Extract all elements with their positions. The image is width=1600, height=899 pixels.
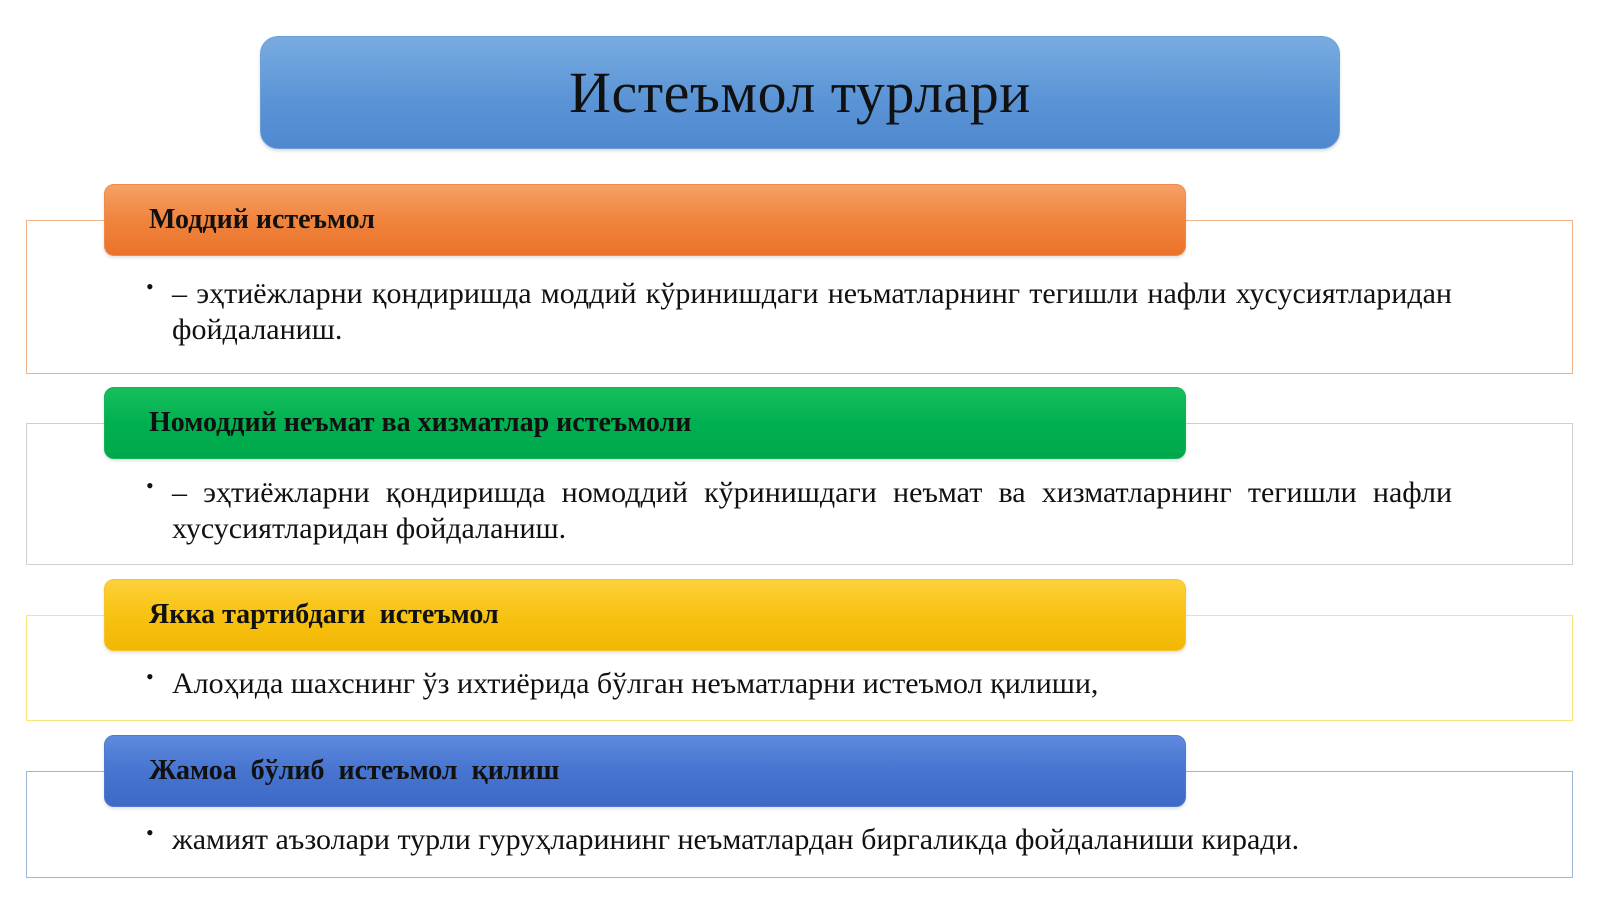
section-header-collective [104, 735, 1186, 807]
bullet-icon: • [146, 664, 154, 689]
section-heading: Моддий истеъмол [149, 204, 375, 235]
bullet-icon: • [146, 820, 154, 845]
section-heading: Жамоа бўлиб истеъмол қилиш [149, 755, 560, 786]
section-header-material [104, 184, 1186, 256]
section-header-nonmaterial [104, 387, 1186, 459]
section-description: – эҳтиёжларни қондиришда моддий кўринишдаги неъматларнинг тегишли нафли хусусиятларидан фойдаланиш. [172, 277, 1452, 346]
bullet-icon: • [146, 473, 154, 498]
section-bullet-collective [146, 822, 1452, 858]
title-banner [260, 36, 1340, 149]
section-bullet-nonmaterial [146, 475, 1452, 547]
slide-title: Истеъмол турлари [569, 60, 1031, 125]
bullet-icon: • [146, 274, 154, 299]
section-description: – эҳтиёжларни қондиришда номоддий кўринишдаги неъмат ва хизматларнинг тегишли нафли хусусиятларидан фойдаланиш. [172, 476, 1452, 545]
section-bullet-material [146, 276, 1452, 348]
section-bullet-individual [146, 666, 1452, 702]
section-description: Алоҳида шахснинг ўз ихтиёрида бўлган неъматларни истеъмол қилиши, [172, 667, 1099, 700]
section-header-individual [104, 579, 1186, 651]
section-heading: Номоддий неъмат ва хизматлар истеъмоли [149, 407, 692, 438]
section-description: жамият аъзолари турли гуруҳларининг неъматлардан биргаликда фойдаланиши киради. [172, 823, 1300, 856]
section-heading: Якка тартибдаги истеъмол [149, 599, 499, 630]
